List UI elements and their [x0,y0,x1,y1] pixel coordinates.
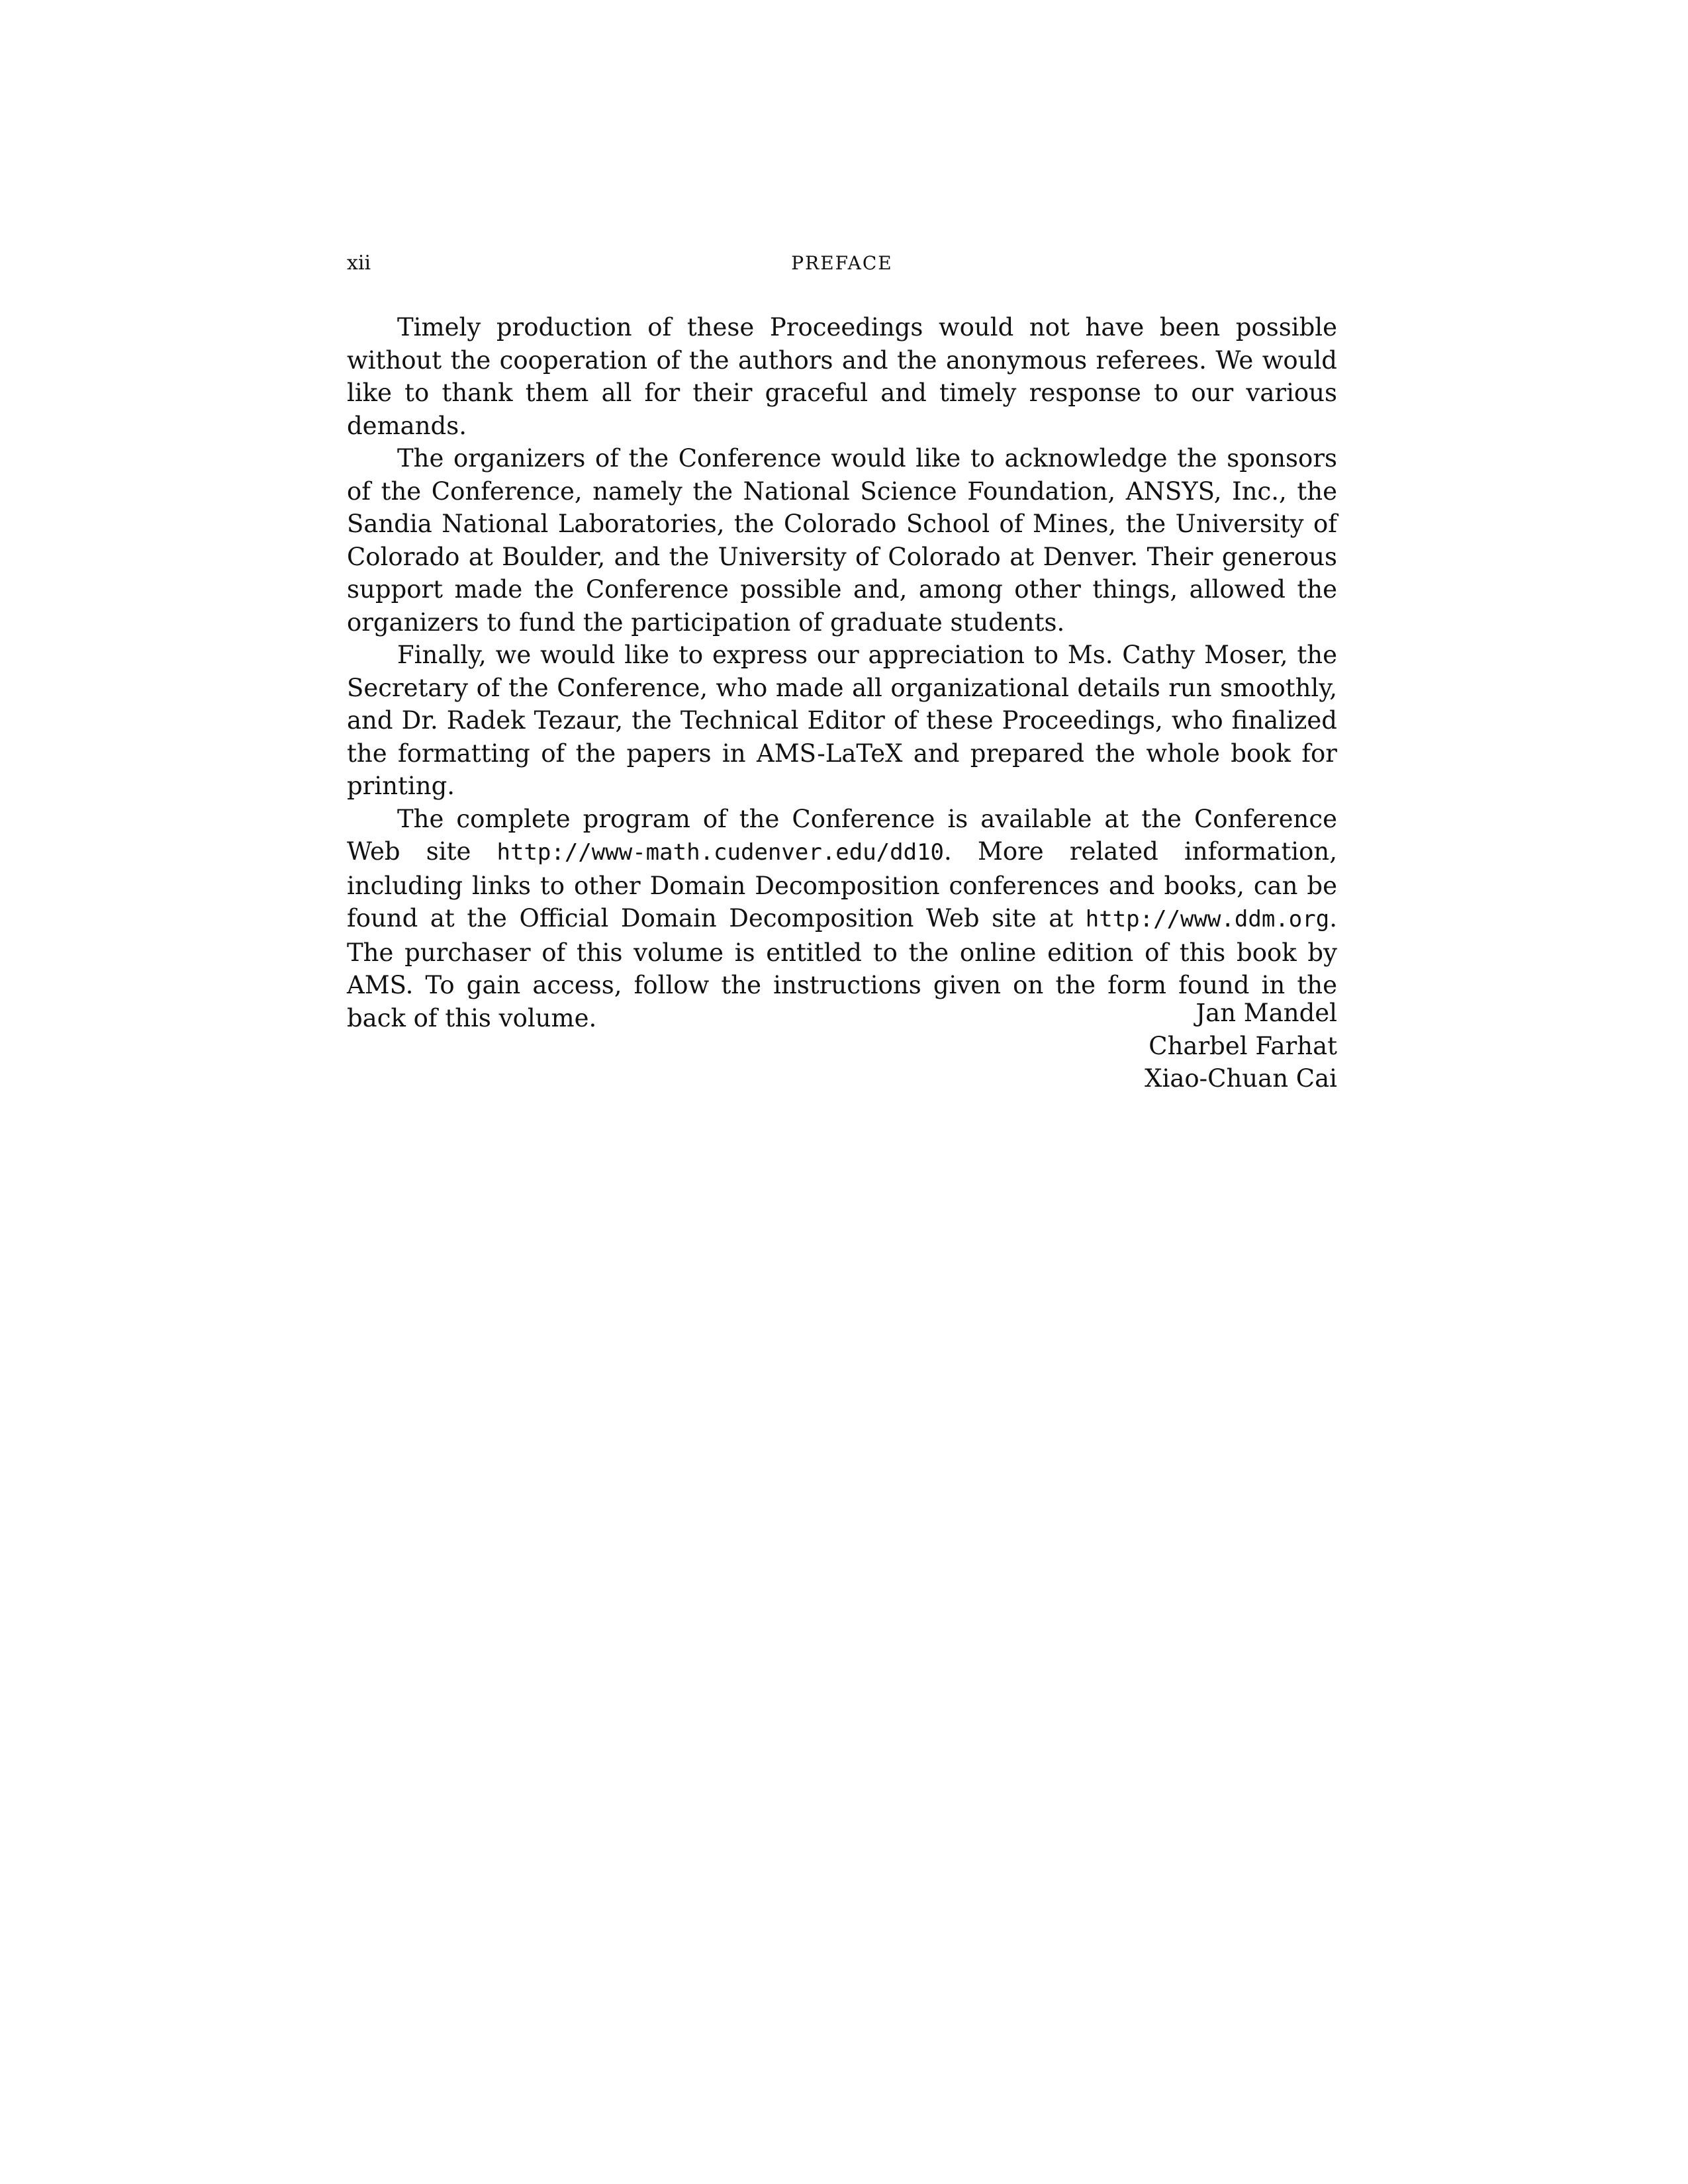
running-head [347,250,1337,277]
paragraph-acknowledge-authors: Timely production of these Proceedings would not have been possible without the cooperation of the authors and the anonymous referees. We would like to thank them all for their graceful and timely response to our various demands. [347,313,1337,440]
signature-block [1145,997,1337,1095]
ddm-web-link[interactable]: http://www.ddm.org [1085,906,1330,933]
paragraph-appreciation: Finally, we would like to express our appreciation to Ms. Cathy Moser, the Secretary of the Conference, who made all organizational details run smoothly, and Dr. Radek Tezaur, the Technical Editor of these Proceedings, who finalized the formatting of the papers in AMS-LaTeX and prepared the whole book for printing. [347,641,1337,800]
program-text-3: . The purchaser of this volume is entitled to the online edition of this book by AMS. To gain access, follow the instructions given on the form found in the back of this volume. [347,904,1337,1032]
running-head-title: PREFACE [791,252,893,274]
preface-body [347,311,1337,1034]
page-number: xii [347,251,371,275]
program-text-2: . More related information, including links to other Domain Decomposition conferences and books, can be found at the Official Domain Decomposition Web site at [347,837,1337,933]
conference-web-link[interactable]: http://www-math.cudenver.edu/dd10 [496,839,945,866]
signature-name: Charbel Farhat [1149,1031,1337,1060]
program-text-1: The complete program of the Conference is available at the Conference Web site [347,804,1337,866]
paragraph-sponsors: The organizers of the Conference would like to acknowledge the sponsors of the Conference, namely the National Science Foundation, ANSYS, Inc., the Sandia National Laboratories, the Colorado School of Mines, the University of Colorado at Boulder, and the University of Colorado at Denver. Their generous support made the Conference possible and, among other things, allowed the organizers to fund the participation of graduate students. [347,444,1337,637]
signature-name: Xiao-Chuan Cai [1145,1064,1337,1093]
signature-name: Jan Mandel [1196,999,1337,1027]
